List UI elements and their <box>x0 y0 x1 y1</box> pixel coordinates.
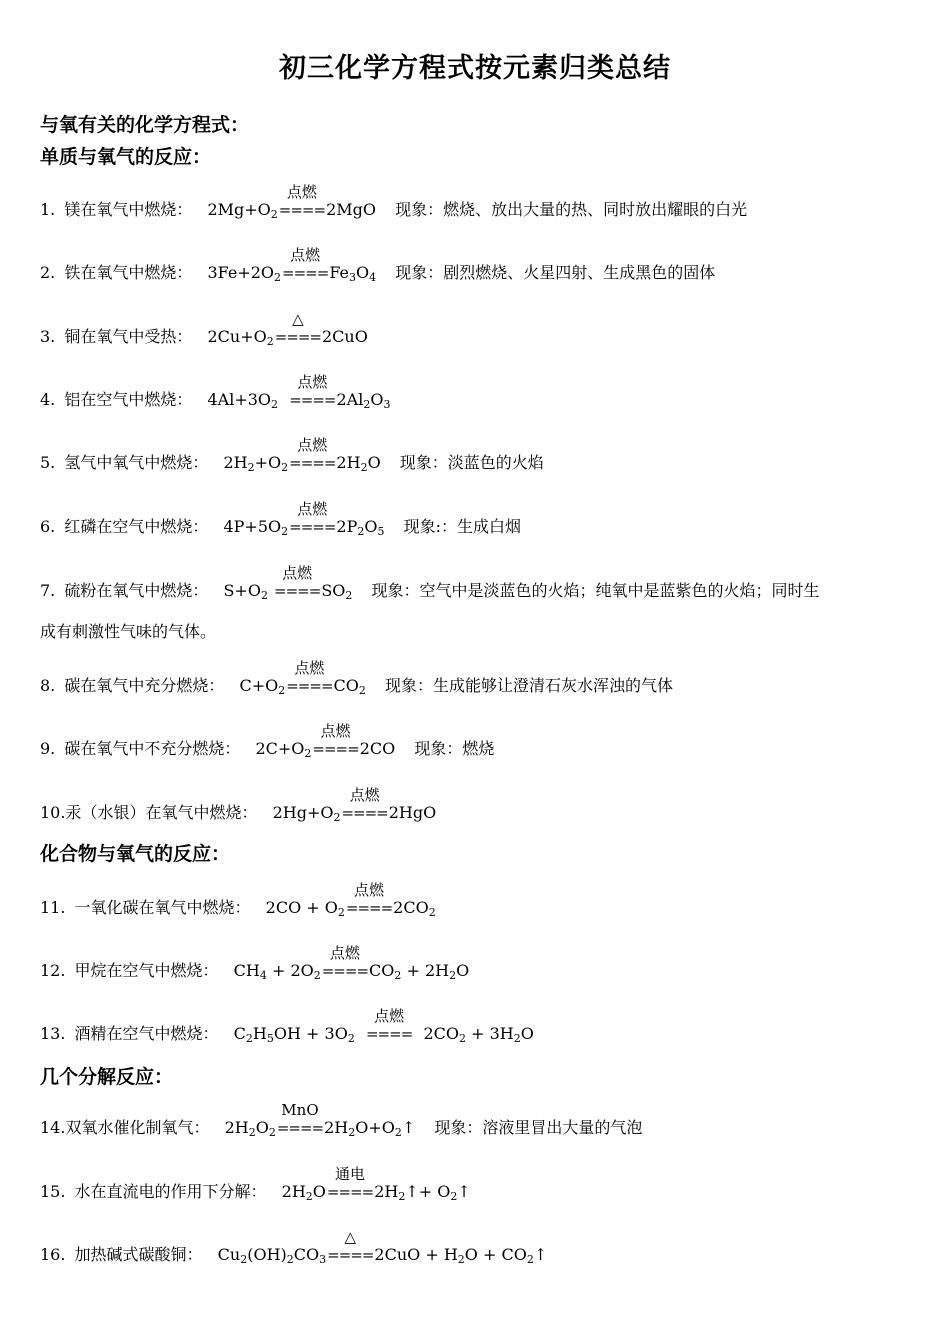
reaction-arrow: 点燃 ==== <box>289 500 336 536</box>
chemical-equation: $CH_4 + 2O_2$ 点燃 $====CO_2 + 2H_2O$ <box>233 944 470 982</box>
chemical-equation: $2H_2+O_2$ 点燃 $====2H_2O$ <box>223 436 381 474</box>
equation-line: 9. 碳在氧气中不充分燃烧： $2C+O_2$ 点燃 ====2CO 现象：燃烧 <box>40 722 495 760</box>
reaction-condition: 点燃 <box>286 183 317 201</box>
observation-text: 现象：空气中是淡蓝色的火焰；纯氧中是蓝紫色的火焰；同时生 <box>371 581 820 600</box>
observation-text: 现象:：生成白烟 <box>403 517 521 536</box>
observation-text: 现象：燃烧 <box>414 739 495 758</box>
section-heading-compounds-oxygen: 化合物与氧气的反应： <box>40 843 231 865</box>
equation-line: 3. 铜在氧气中受热： $2Cu+O_2$ △ ====2CuO <box>40 310 368 348</box>
equation-line: 2. 铁在氧气中燃烧： $3Fe+2O_2$ 点燃 $====Fe_3O_4$ 现象：剧烈燃烧、火星四射、生成黑色的固体 <box>40 246 716 284</box>
reaction-arrow: 点燃 ==== <box>282 246 329 282</box>
page-title: 初三化学方程式按元素归类总结 <box>279 53 671 84</box>
equation-line: 5. 氢气中氧气中燃烧： $2H_2+O_2$ 点燃 $====2H_2O$ 现象：淡蓝色的火焰 <box>40 436 544 474</box>
reaction-arrow: △ ==== <box>327 1228 374 1264</box>
reaction-arrow: 点燃 ==== <box>286 659 333 695</box>
chemical-equation: $2C+O_2$ 点燃 ====2CO <box>255 722 396 760</box>
observation-text: 现象：淡蓝色的火焰 <box>399 453 544 472</box>
reaction-arrow: △ ==== <box>274 310 321 346</box>
reaction-arrow: 点燃 ==== <box>289 436 336 472</box>
equation-line: 14.双氧水催化制氧气： $2H_2O_2$ MnO $====2H_2O+O_2↑$ 现象：溶液里冒出大量的气泡 <box>40 1101 643 1139</box>
reaction-arrow: MnO ==== <box>276 1101 324 1137</box>
equation-line: 12. 甲烷在空气中燃烧： $CH_4 + 2O_2$ 点燃 $====CO_2 + 2H_2O$ <box>40 944 470 982</box>
observation-text: 现象：燃烧、放出大量的热、同时放出耀眼的白光 <box>395 200 748 219</box>
equation-line: 15. 水在直流电的作用下分解： $2H_2O$ 通电 $====2H_2↑+$ $O_2↑$ <box>40 1165 471 1203</box>
equation-line: 6. 红磷在空气中燃烧： $4P+5O_2$ 点燃 $====2P_2O_5$ 现象:：生成白烟 <box>40 500 521 538</box>
reaction-arrow: 点燃 ==== <box>274 564 321 600</box>
chemical-equation: $2Mg+O_2$ 点燃 ====2MgO <box>207 183 376 221</box>
section-heading-oxygen: 与氧有关的化学方程式： <box>40 114 250 136</box>
section-heading-decomposition: 几个分解反应： <box>40 1066 174 1088</box>
equation-line: 16. 加热碱式碳酸铜： $Cu_2(OH)_2CO_3$ △ $====2CuO + H_2O$ + $CO_2↑$ <box>40 1228 548 1266</box>
equation-line: 8. 碳在氧气中充分燃烧： $C+O_2$ 点燃 $====CO_2$ 现象：生成能够让澄清石灰水浑浊的气体 <box>40 659 673 697</box>
reaction-arrow: 点燃 ==== <box>365 1007 413 1043</box>
chemical-equation: $2CO + O_2$ 点燃 $====2CO_2$ <box>265 881 436 919</box>
reaction-arrow: 点燃 ==== <box>345 881 393 917</box>
chemical-equation: $S+O_2$ 点燃 $====SO_2$ <box>223 564 353 602</box>
reaction-arrow: 点燃 ==== <box>278 183 326 219</box>
equation-line: 10.汞（水银）在氧气中燃烧： $2Hg+O_2$ 点燃 ====2HgO <box>40 786 437 824</box>
reaction-arrow: 点燃 ==== <box>321 944 369 980</box>
observation-text: 现象：溶液里冒出大量的气泡 <box>434 1118 643 1137</box>
section-heading-elements-oxygen: 单质与氧气的反应： <box>40 146 212 168</box>
chemical-equation: $C_2H_5OH + 3O_2$ 点燃 ==== $2CO_2 + 3H_2O$ <box>233 1007 534 1045</box>
chemical-equation: $2Hg+O_2$ 点燃 ====2HgO <box>272 786 437 824</box>
reaction-arrow: 通电 ==== <box>326 1165 374 1201</box>
chemical-equation: $4P+5O_2$ 点燃 $====2P_2O_5$ <box>223 500 385 538</box>
chemical-equation: $2H_2O$ 通电 $====2H_2↑+$ $O_2↑$ <box>281 1165 471 1203</box>
equation-line: 11. 一氧化碳在氧气中燃烧： $2CO + O_2$ 点燃 $====2CO_2$ <box>40 881 436 919</box>
chemical-equation: $2Cu+O_2$ △ ====2CuO <box>207 310 368 348</box>
chemical-equation: $Cu_2(OH)_2CO_3$ △ $====2CuO + H_2O$ + $CO_2↑$ <box>217 1228 548 1266</box>
reaction-arrow: 点燃 ==== <box>312 722 359 758</box>
reaction-arrow: 点燃 ==== <box>289 373 336 409</box>
item-number: 1. <box>40 200 56 219</box>
equation-line <box>40 183 748 221</box>
chemical-equation: $C+O_2$ 点燃 $====CO_2$ <box>239 659 366 697</box>
equation-line: 4. 铝在空气中燃烧： $4Al+3O_2$ 点燃 $====2Al_2O_3$ <box>40 373 391 411</box>
observation-continuation: 成有刺激性气味的气体。 <box>40 622 217 641</box>
observation-text: 现象：生成能够让澄清石灰水浑浊的气体 <box>384 676 673 695</box>
chemical-equation: $3Fe+2O_2$ 点燃 $====Fe_3O_4$ <box>207 246 377 284</box>
chemical-equation: $2H_2O_2$ MnO $====2H_2O+O_2↑$ <box>224 1101 416 1139</box>
observation-text: 现象：剧烈燃烧、火星四射、生成黑色的固体 <box>395 263 716 282</box>
reaction-description: 镁在氧气中燃烧： <box>64 200 193 219</box>
chemical-equation: $4Al+3O_2$ 点燃 $====2Al_2O_3$ <box>207 373 391 411</box>
reaction-arrow: 点燃 ==== <box>341 786 388 822</box>
equation-line: 13. 酒精在空气中燃烧： $C_2H_5OH + 3O_2$ 点燃 ==== $2CO_2 + 3H_2O$ <box>40 1007 534 1045</box>
equation-line: 7. 硫粉在氧气中燃烧： $S+O_2$ 点燃 $====SO_2$ 现象：空气中是淡蓝色的火焰；纯氧中是蓝紫色的火焰；同时生 <box>40 564 820 602</box>
